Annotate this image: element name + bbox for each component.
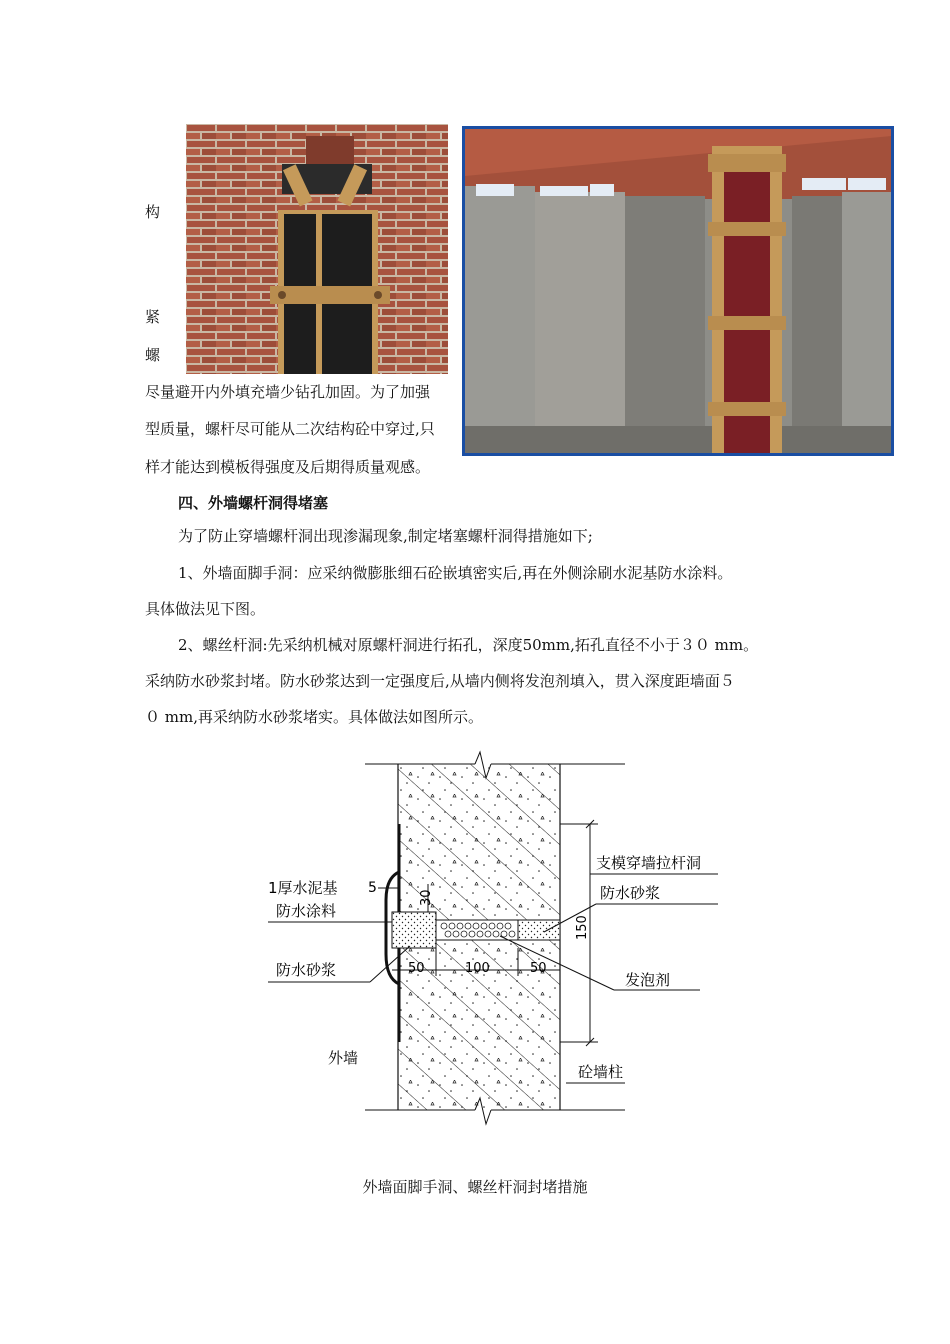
item2-line3: ０ mm,再采纳防水砂浆堵实。具体做法如图所示。 (145, 708, 483, 726)
dim-50-right: 50 (530, 961, 547, 976)
label-foam: 发泡剂 (625, 971, 671, 989)
item2-line2: 采纳防水砂浆封堵。防水砂浆达到一定强度后,从墙内侧将发泡剂填入，贯入深度距墙面５ (145, 672, 735, 690)
intro-text: 为了防止穿墙螺杆洞出现渗漏现象,制定堵塞螺杆洞得措施如下; (178, 527, 593, 545)
dim-100: 100 (465, 961, 490, 976)
item1-line2: 具体做法见下图。 (145, 600, 266, 618)
label-mortar-right: 防水砂浆 (600, 884, 661, 902)
dim-50-left: 50 (408, 961, 425, 976)
side-char-1: 构 (145, 203, 161, 221)
item2-line1: 2、螺丝杆洞:先采纳机械对原螺杆洞进行拓孔，深度50mm,拓孔直径不小于３０ mm。 (178, 636, 759, 654)
para-line-1: 尽量避开内外填充墙少钻孔加固。为了加强 (145, 383, 431, 401)
label-hole: 支模穿墙拉杆洞 (596, 854, 702, 872)
side-char-2: 紧 (145, 308, 161, 326)
photo-column-formwork (186, 124, 448, 374)
label-coating-line1: 1厚水泥基 (268, 879, 338, 897)
para-line-3: 样才能达到模板得强度及后期得质量观感。 (145, 458, 431, 476)
label-coating-line2: 防水涂料 (276, 902, 337, 920)
item1-line1: 1、外墙面脚手洞：应采纳微膨胀细石砼嵌填密实后,再在外侧涂刷水泥基防水涂料。 (178, 564, 733, 582)
sealing-diagram (260, 750, 730, 1130)
side-char-3: 螺 (145, 346, 161, 364)
label-outer-wall: 外墙 (328, 1049, 359, 1067)
section-title: 四、外墙螺杆洞得堵塞 (178, 494, 329, 512)
label-column: 砼墙柱 (578, 1063, 624, 1081)
figure-caption: 外墙面脚手洞、螺丝杆洞封堵措施 (362, 1178, 588, 1196)
photo-wall-formwork (462, 126, 894, 456)
label-mortar-left: 防水砂浆 (276, 961, 337, 979)
dim-5: 5 (368, 880, 377, 896)
para-line-2: 型质量，螺杆尽可能从二次结构砼中穿过,只 (145, 420, 435, 438)
dim-150: 150 (575, 915, 590, 940)
dim-30: 30 (419, 889, 434, 906)
